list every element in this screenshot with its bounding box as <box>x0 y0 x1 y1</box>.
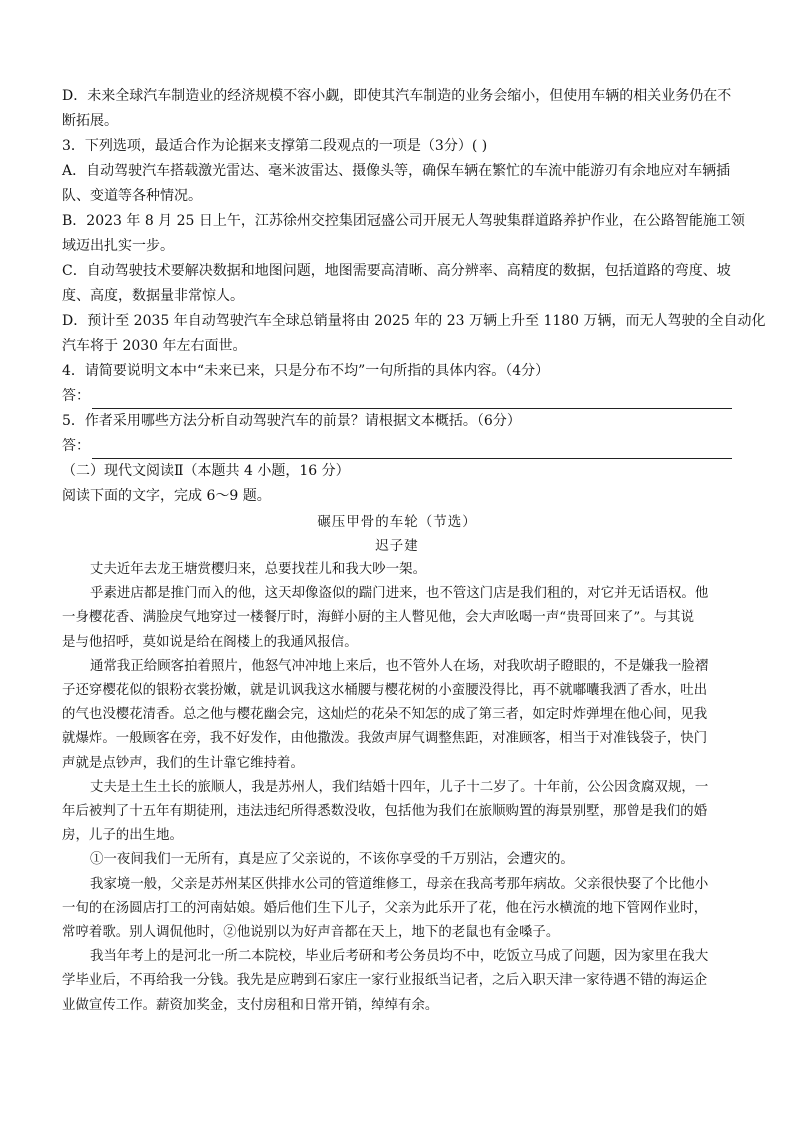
answer-label: 答： <box>62 438 90 454</box>
article-paragraph <box>62 776 732 849</box>
option-c <box>62 259 732 309</box>
text-line: 是与他招呼，莫如说是给在阁楼上的我通风报信。 <box>62 634 358 650</box>
article-paragraph <box>62 873 732 946</box>
text-line: A．自动驾驶汽车搭载激光雷达、毫米波雷达、摄像头等，确保车辆在繁忙的车流中能游刃有余地应对车辆插 <box>62 163 731 179</box>
text-line: 业做宣传工作。薪资加奖金，支付房租和日常开销，绰绰有余。 <box>62 997 439 1013</box>
article-paragraph <box>62 848 732 872</box>
text-line: 的气也没樱花清香。总之他与樱花幽会完，这灿烂的花朵不知怎的成了第三者，如定时炸弹埋在他心间，见我 <box>62 707 708 723</box>
text-line: 丈夫是土生土长的旅顺人，我是苏州人，我们结婚十四年，儿子十二岁了。十年前，公公因贪腐双规，一 <box>90 779 709 795</box>
question-4 <box>62 359 732 409</box>
article-paragraph <box>62 655 732 776</box>
article-body <box>62 558 732 1018</box>
text-line: 域迈出扎实一步。 <box>62 238 174 254</box>
question-stem: 5．作者采用哪些方法分析自动驾驶汽车的前景？请根据文本概括。（6分） <box>62 413 521 429</box>
article-paragraph <box>62 945 732 1018</box>
answer-line[interactable] <box>62 384 732 409</box>
article-author: 迟子建 <box>375 538 419 554</box>
article-title: 碾压甲骨的车轮（节选） <box>317 514 477 530</box>
text-line: 常哼着歌。别人调侃他时，②他说别以为好声音都在天上，地下的老鼠也有金嗓子。 <box>62 925 560 941</box>
section-instruction: 阅读下面的文字，完成 6～9 题。 <box>62 488 271 504</box>
text-line: 一身樱花香、满脸戾气地穿过一楼餐厅时，海鲜小厨的主人瞥见他，会大声吆喝一声“贵哥回来了”。与其说 <box>62 610 695 626</box>
section-heading: （二）现代文阅读Ⅱ（本题共 4 小题，16 分） <box>62 463 350 479</box>
text-line: 房，儿子的出生地。 <box>62 828 183 844</box>
answer-line[interactable] <box>62 434 732 459</box>
text-line: 子还穿樱花似的银粉衣裳扮嫩，就是讥讽我这水桶腰与樱花树的小蛮腰没得比，再不就嘟囔我洒了香水，吐出 <box>62 683 708 699</box>
text-line: D．未来全球汽车制造业的经济规模不容小觑，即使其汽车制造的业务会缩小，但使用车辆的相关业务仍在不 <box>62 88 732 104</box>
answer-rule <box>92 440 732 459</box>
question-stem: 4．请简要说明文本中“未来已来，只是分布不均”一句所指的具体内容。（4分） <box>62 363 550 379</box>
text-line: 学毕业后，不再给我一分钱。我先是应聘到石家庄一家行业报纸当记者，之后入职天津一家待遇不错的海运企 <box>62 973 708 989</box>
text-line: 队、变道等各种情况。 <box>62 188 202 204</box>
text-line: D．预计至 2035 年自动驾驶汽车全球总销量将由 2025 年的 23 万辆上升至 1180 万辆，而无人驾驶的全自动化 <box>62 313 766 329</box>
option-b <box>62 209 745 259</box>
text-line: 度、高度，数据量非常惊人。 <box>62 288 244 304</box>
option-d <box>62 309 766 359</box>
text-line: C．自动驾驶技术要解决数据和地图问题，地图需要高清晰、高分辨率、高精度的数据，包括道路的弯度、坡 <box>62 263 731 279</box>
question-5 <box>62 409 732 459</box>
text-line: 我当年考上的是河北一所二本院校，毕业后考研和考公务员均不中，吃饭立马成了问题，因为家里在我大 <box>90 949 709 965</box>
option-a <box>62 159 732 209</box>
text-line: 声就是点钞声，我们的生计靠它维持着。 <box>62 755 304 771</box>
text-line: ①一夜间我们一无所有，真是应了父亲说的，不该你享受的千万别沾，会遭灾的。 <box>90 852 574 868</box>
text-line: 断拓展。 <box>62 113 118 129</box>
question-stem: 3．下列选项，最适合作为论据来支撑第二段观点的一项是（3分）( ) <box>62 138 488 154</box>
question-3 <box>62 134 766 359</box>
q2-option-d <box>62 84 732 134</box>
exam-page <box>62 84 766 1018</box>
text-line: 就爆炸。一般顾客在旁，我不好发作，由他撒泼。我敛声屏气调整焦距，对准顾客，相当于对准钱袋子，快门 <box>62 731 708 747</box>
text-line: 我家境一般，父亲是苏州某区供排水公司的管道维修工，母亲在我高考那年病故。父亲很快娶了个比他小 <box>90 876 709 892</box>
section-2 <box>62 459 732 509</box>
article-paragraph <box>62 558 732 582</box>
article-paragraph <box>62 582 732 655</box>
text-line: B．2023 年 8 月 25 日上午，江苏徐州交控集团冠盛公司开展无人驾驶集群道路养护作业，在公路智能施工领 <box>62 213 745 229</box>
text-line: 通常我正给顾客拍着照片，他怒气冲冲地上来后，也不管外人在场，对我吹胡子瞪眼的，不是嫌我一脸褶 <box>90 658 709 674</box>
text-line: 乎素进店都是推门而入的他，这天却像盗似的踹门进来，也不管这门店是我们租的，对它并无话语权。他 <box>90 586 709 602</box>
text-line: 一旬的在汤圆店打工的河南姑娘。婚后他们生下儿子，父亲为此乐开了花，他在污水横流的地下管网作业时， <box>62 900 708 916</box>
answer-rule <box>92 390 732 409</box>
article <box>62 510 732 1018</box>
text-line: 丈夫近年去龙王塘赏樱归来，总要找茬儿和我大吵一架。 <box>90 562 427 577</box>
text-line: 汽车将于 2030 年左右面世。 <box>62 338 247 354</box>
answer-label: 答： <box>62 388 90 404</box>
text-line: 年后被判了十五年有期徒刑，违法违纪所得悉数没收，包括他为我们在旅顺购置的海景别墅，那曾是我们的婚 <box>62 804 708 820</box>
